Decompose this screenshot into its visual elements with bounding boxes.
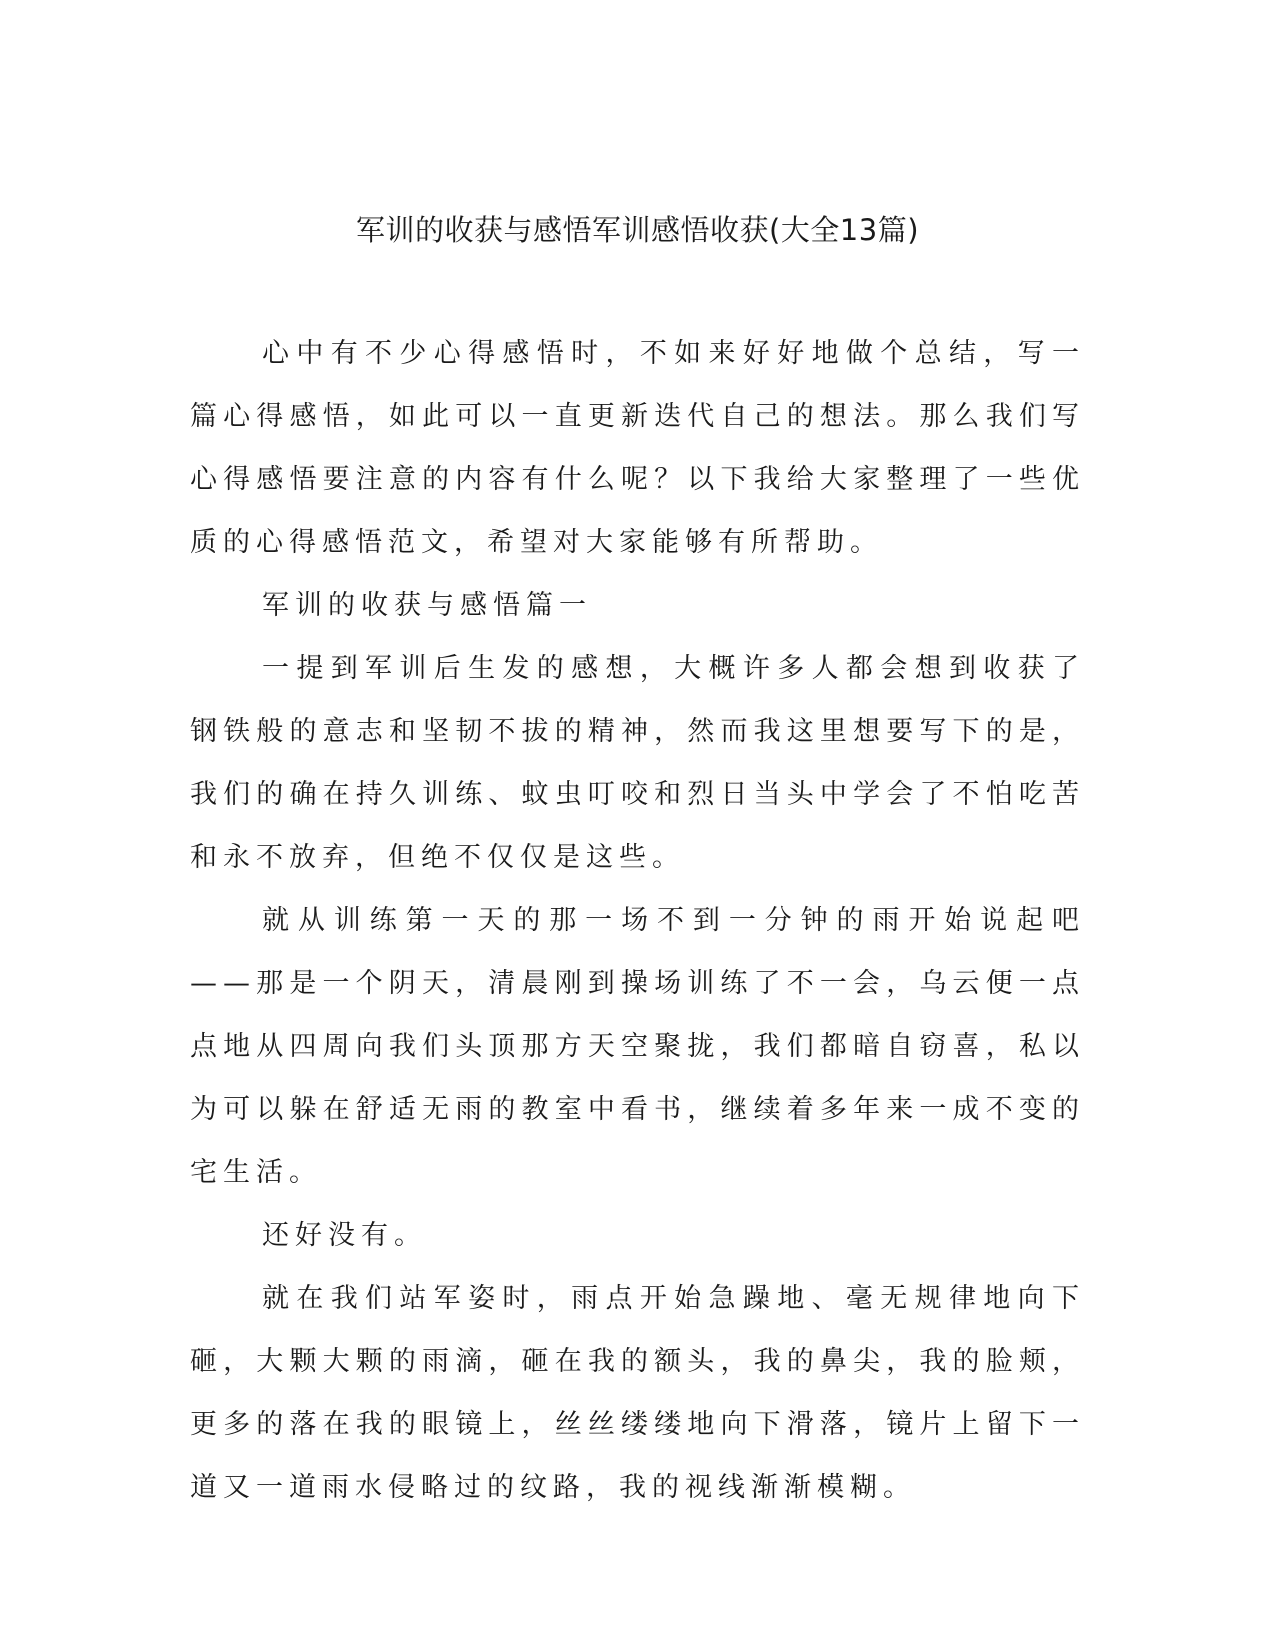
body-paragraph: 一提到军训后生发的感想，大概许多人都会想到收获了钢铁般的意志和坚韧不拔的精神，然而我这里想要写下的是，我们的确在持久训练、蚊虫叮咬和烈日当头中学会了不怕吃苦和永不放弃，但绝不仅仅是这些。 [190, 653, 1085, 873]
document-body [190, 322, 1085, 1519]
body-paragraph: 就从训练第一天的那一场不到一分钟的雨开始说起吧——那是一个阴天，清晨刚到操场训练了不一会，乌云便一点点地从四周向我们头顶那方天空聚拢，我们都暗自窃喜，私以为可以躲在舒适无雨的教室中看书，继续着多年来一成不变的宅生活。 [190, 905, 1085, 1188]
body-paragraph: 就在我们站军姿时，雨点开始急躁地、毫无规律地向下砸，大颗大颗的雨滴，砸在我的额头，我的鼻尖，我的脸颊，更多的落在我的眼镜上，丝丝缕缕地向下滑落，镜片上留下一道又一道雨水侵略过的纹路，我的视线渐渐模糊。 [190, 1283, 1085, 1503]
intro-paragraph: 心中有不少心得感悟时，不如来好好地做个总结，写一篇心得感悟，如此可以一直更新迭代自己的想法。那么我们写心得感悟要注意的内容有什么呢？以下我给大家整理了一些优质的心得感悟范文，希望对大家能够有所帮助。 [190, 338, 1085, 558]
document-title: 军训的收获与感悟军训感悟收获(大全13篇) [355, 213, 920, 247]
section-heading: 军训的收获与感悟篇一 [262, 590, 592, 621]
body-paragraph: 还好没有。 [262, 1220, 427, 1251]
